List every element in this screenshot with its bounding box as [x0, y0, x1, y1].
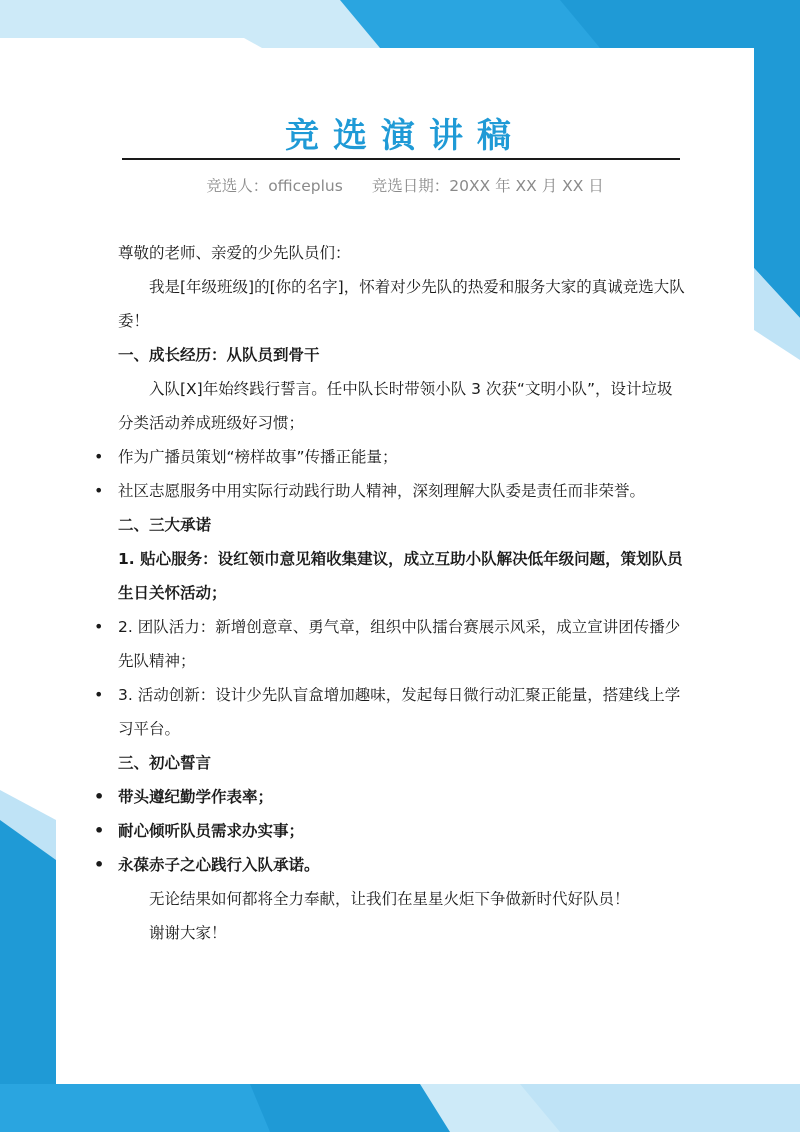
closing-paragraph: 无论结果如何都将全力奉献，让我们在星星火炬下争做新时代好队员！: [149, 890, 630, 908]
top-right-accent: [560, 0, 800, 48]
list-item: • 2. 团队活力：新增创意章、勇气章，组织中队擂台赛展示风采，成立宣讲团传播少先队精神；: [118, 610, 686, 678]
thanks-text: 谢谢大家！: [149, 924, 227, 942]
section1-heading: 一、成长经历：从队员到骨干: [118, 346, 320, 364]
bottom-right-shape: [520, 1084, 800, 1132]
list-item: • 耐心倾听队员需求办实事；: [118, 814, 686, 848]
list-item: • 带头遵纪勤学作表率；: [118, 780, 686, 814]
candidate-text: 竞选人：officeplus: [206, 177, 343, 195]
title-rule: [122, 158, 680, 160]
document-page: [56, 48, 754, 1084]
section2-item1: 1. 贴心服务：设红领巾意见箱收集建议，成立互助小队解决低年级问题，策划队员生日关怀活动；: [118, 550, 683, 602]
intro-paragraph: 我是[年级班级]的[你的名字]，怀着对少先队的热爱和服务大家的真诚竞选大队委！: [118, 278, 685, 330]
section1-paragraph: 入队[X]年始终践行誓言。任中队长时带领小队 3 次获“文明小队”，设计垃圾分类活动养成班级好习惯；: [118, 380, 673, 432]
list-item: • 社区志愿服务中用实际行动践行助人精神，深刻理解大队委是责任而非荣誉。: [118, 474, 686, 508]
greeting: 尊敬的老师、亲爱的少先队员们：: [118, 244, 351, 262]
list-item: • 作为广播员策划“榜样故事”传播正能量；: [118, 440, 686, 474]
page-title: 竞选演讲稿: [285, 116, 525, 156]
meta-line: [56, 174, 754, 196]
section3-heading: 三、初心誓言: [118, 754, 212, 772]
section2-heading: 二、三大承诺: [118, 516, 212, 534]
bottom-mid-shape: [250, 1084, 450, 1132]
list-item: • 3. 活动创新：设计少先队盲盒增加趣味，发起每日微行动汇聚正能量，搭建线上学习平台。: [118, 678, 686, 746]
date-text: 竞选日期：20XX 年 XX 月 XX 日: [371, 177, 604, 195]
speech-body: [118, 236, 686, 950]
list-item: • 永葆赤子之心践行入队承诺。: [118, 848, 686, 882]
